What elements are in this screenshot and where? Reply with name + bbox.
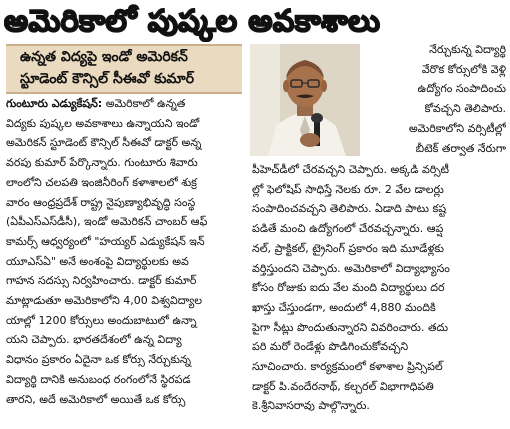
text-line: నేర్చుకున్న విద్యార్థి [429,43,506,56]
text-line: వర్తిస్తుందని చెప్పారు. అమెరికాలో విద్యాభ్యాసం [252,261,450,275]
text-line: బీటెక్ తర్వాత నేరుగా [415,141,506,155]
text-line: సూచించారు. కార్యక్రమంలో కళాశాల ప్రిన్సిపల్ [252,360,443,374]
text-line: యాల్లో 1200 కోర్సులు అందుబాటులో ఉన్నా [6,313,197,327]
text-line: అమెరికాలోని వర్సిటీల్లో [408,121,506,135]
left-column [6,94,246,409]
text-line: వరపు కుమార్ పేర్కొన్నారు. గుంటూరు శివారు [6,156,198,170]
text-line: (ఏపీఎస్‌ఎస్‌డీసీ), ఇండో అమెరికన్ చాంబర్ ఆఫ్ [6,215,208,229]
subheadline-line-2: స్టూడెంట్ కౌన్సిల్ సీఈవో కుమార్ [20,71,195,87]
subheadline-line-1: ఉన్నత విద్యపై ఇండో అమెరికన్ [20,49,188,65]
text-line: లాంలోని చలపతి ఇంజినీరింగ్ కళాశాలలో శుక్ర [6,175,197,189]
text-line: వారం ఆంధ్రప్రదేశ్ రాష్ట్ర నైపుణ్యాభివృద్ధి సంస్థ [6,195,196,209]
text-line-dateline [6,94,246,114]
text-line: సంపాదించవచ్చని తెలిపారు. ఏడాది పాటు కష్ట [252,202,447,216]
text-line: పీహెచ్‌డీలో చేరవచ్చని చెప్పారు. అక్కడి వర్సిటీ [252,163,450,176]
text-line: డాక్టర్ పి.వందేరనాథ్, కల్చరల్ విభాగాధిపతి [252,379,434,393]
text-line: ల్లో ఫెలోషిప్ సాధిస్తే నెలకు రూ. 2 వేల డాలర్లు [252,182,444,196]
text-line: ఉద్యోగం సంపాదించు [417,82,506,96]
dateline: గుంటూరు ఎడ్యుకేషన్: [6,97,103,110]
right-column [252,160,506,416]
text-line: గాహన సదస్సు నిర్వహించారు. డాక్టర్ కుమార్ [6,274,197,288]
text-line: విధానం ప్రకారం ఏదైనా ఒక కోర్సు నేర్చుకున్న [6,353,191,367]
text-line: మాట్లాడుతూ అమెరికాలోని 4,00 విశ్వవిద్యాల [6,294,203,308]
headline: అమెరికాలో పుష్కల అవకాశాలు [4,4,381,39]
text-line: అమెరికాలో ఉన్నత [105,97,186,110]
text-line: పైగా సీట్లు పొందుతున్నారని వివరించారు. తదు [252,320,449,334]
text-line: ఖాస్తు చేస్తుండగా, అందులో 4,880 మందికి [252,300,436,314]
text-line: విద్యార్థి దానికి అనుబంధ రంగంలోనే స్థిరపడ [6,372,191,386]
subheadline-box [6,44,242,94]
text-line: కోసం రోజుకు ఐదు వేల మంది విద్యార్థులు దర [252,281,445,295]
text-line: అమెరికన్ స్టూడెంట్ కౌన్సిల్ సీఈవో డాక్టర్ అన్న [6,136,202,150]
text-line: కె.శ్రీనివాసరావు పాల్గొన్నారు. [252,399,370,413]
speaker-photo [250,44,360,156]
text-line: పడితే మంచి ఉద్యోగంలో చేరవచ్చన్నారు. ఆప్ష [252,222,444,236]
text-line: యని చెప్పారు. భారతదేశంలో ఉన్న విద్యా [6,333,182,347]
text-line: విద్యకు పుష్కల అవకాశాలు ఉన్నాయని ఇండో [6,116,200,130]
right-column-top [364,40,506,158]
text-line: వేరొక కోర్సులోకి వెళ్లి [421,62,506,76]
text-line: కోవచ్చని తెలిపారు. [424,102,506,116]
speaker-photo-image [250,44,360,156]
text-line: నల్, ప్రాక్టికల్, ట్రైనింగ్ ప్రకారం ఇది మూడేళ్లకు [252,241,444,255]
text-line: తారని, అదే అమెరికాలో అయితే ఒక కోర్సు [6,392,186,406]
text-line: యూఎస్‌ఏ" అనే అంశంపై విద్యార్థులకు అవ [6,254,189,268]
text-line: పరి మరో రెండేళ్లు పొడిగించుకోవచ్చని [252,340,409,354]
text-line: కామర్స్ ఆధ్వర్యంలో "హయ్యర్ ఎడ్యుకేషన్ ఇన్ [6,234,205,248]
